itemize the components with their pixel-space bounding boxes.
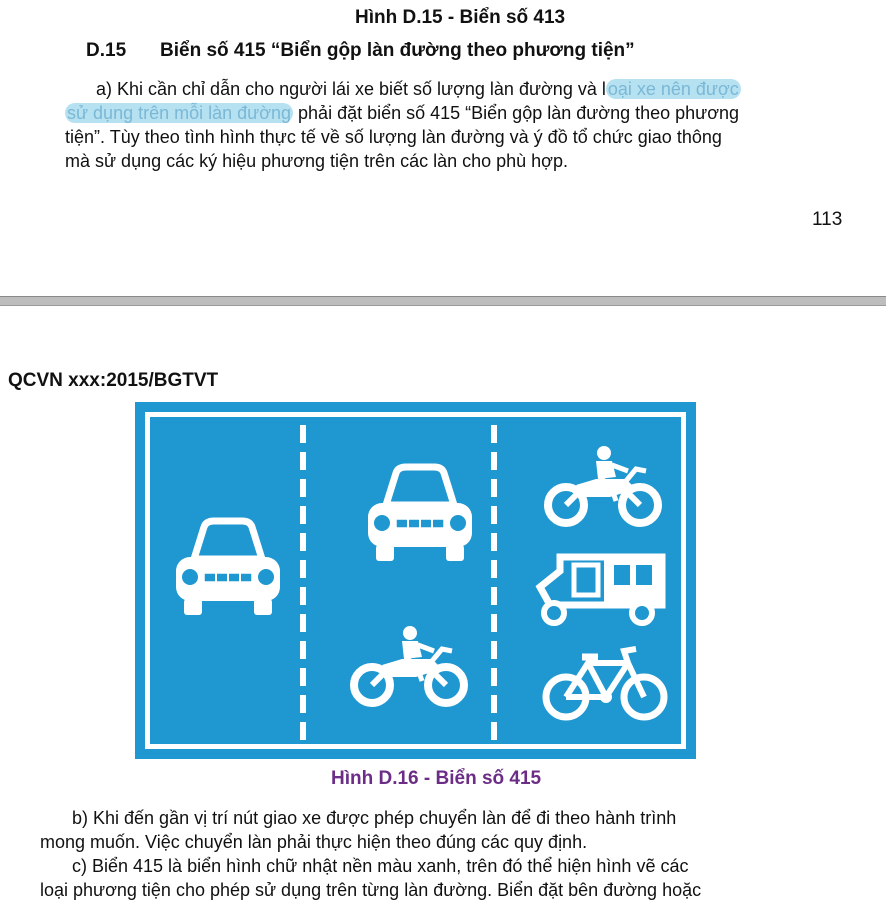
page-separator [0, 296, 886, 306]
paragraph-c-line-2: loại phương tiện cho phép sử dụng trên từng làn đường. Biển đặt bên đường hoặc [40, 880, 702, 900]
section-number: D.15 [86, 40, 127, 61]
bicycle-icon [540, 643, 670, 723]
lane-divider-1 [300, 425, 306, 737]
page-top [0, 0, 886, 296]
highlight-mark: oại xe nên được [607, 79, 739, 99]
lane-divider-2 [491, 425, 497, 737]
paragraph-b-line-2: mong muốn. Việc chuyển làn phải thực hiện theo đúng các quy định. [40, 832, 588, 852]
motorcycle-icon [346, 625, 472, 709]
paragraph-a-line-1 [96, 77, 741, 101]
figure-title-d15: Hình D.15 - Biển số 413 [355, 7, 566, 28]
paragraph-a-line-2 [65, 101, 739, 125]
car-icon [364, 463, 476, 563]
three-wheeler-icon [530, 547, 670, 627]
sign-border [145, 412, 686, 749]
section-title: Biển số 415 “Biển gộp làn đường theo phương tiện” [160, 40, 635, 61]
car-icon [172, 517, 284, 617]
page-number: 113 [812, 209, 843, 230]
paragraph-a-line-2-text: phải đặt biển số 415 “Biển gộp làn đường theo phương [293, 103, 740, 123]
paragraph-b-line-1: b) Khi đến gần vị trí nút giao xe được phép chuyển làn để đi theo hành trình [72, 808, 677, 828]
paragraph-c-line-1: c) Biển 415 là biển hình chữ nhật nền màu xanh, trên đó thể hiện hình vẽ các [72, 856, 689, 876]
motorcycle-icon [540, 445, 666, 529]
figure-caption-d16: Hình D.16 - Biển số 415 [331, 768, 542, 789]
paragraph-a-line-3: tiện”. Tùy theo tình hình thực tế về số lượng làn đường và ý đồ tổ chức giao thông [65, 127, 722, 147]
paragraph-a-line-4: mà sử dụng các ký hiệu phương tiện trên các làn cho phù hợp. [65, 151, 568, 171]
highlight-mark: sử dụng trên mỗi làn đường [67, 103, 292, 123]
paragraph-a-line-1-text: a) Khi cần chỉ dẫn cho người lái xe biết số lượng làn đường và l [96, 79, 606, 99]
document-header: QCVN xxx:2015/BGTVT [8, 370, 219, 391]
sign-415 [135, 402, 696, 759]
